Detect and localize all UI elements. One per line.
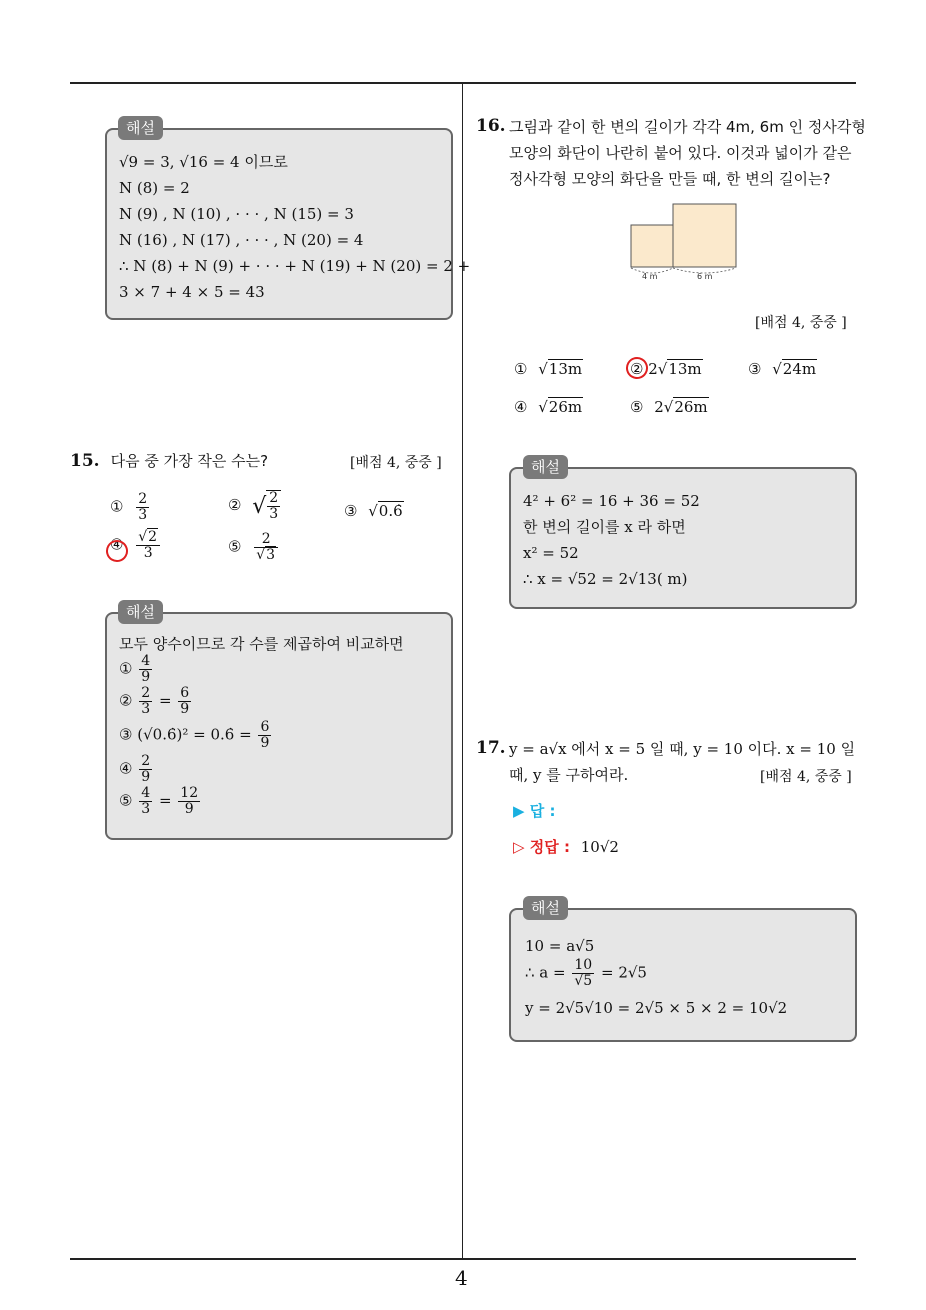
sol17-l2-post: = 2√5	[600, 963, 647, 982]
small-square-label: 4 m	[642, 272, 658, 281]
question-15-meta: [배점 4, 중중 ]	[350, 455, 442, 471]
question-17-number: 17.	[476, 738, 506, 758]
q16-option-2[interactable]: ② 2√13m	[630, 360, 702, 378]
sol15-l2-den: 3	[141, 701, 151, 717]
sol15-l5-rden: 9	[184, 801, 194, 817]
q15-o2-num: 2	[269, 490, 279, 506]
sol15-line-1	[119, 654, 154, 685]
top-rule	[70, 82, 856, 84]
q15-option-3[interactable]: ③ √0.6̇	[344, 502, 403, 520]
sol16-line-3: x² = 52	[523, 544, 579, 562]
correct-answer-row	[513, 836, 619, 857]
sol15-l2-num: 2	[141, 685, 151, 701]
sol15-l2-rnum: 6	[180, 685, 190, 701]
question-17-line-1: y = a√x 에서 x = 5 일 때, y = 10 이다. x = 10 일	[509, 740, 856, 758]
sol14-line-1: √9 = 3, √16 = 4 이므로	[119, 153, 288, 171]
sol17-line-3: y = 2√5√10 = 2√5 × 5 × 2 = 10√2	[525, 999, 788, 1017]
sol17-l2-den: √5	[574, 973, 593, 989]
sol16-line-1: 4² + 6² = 16 + 36 = 52	[523, 492, 700, 510]
sol15-intro: 모두 양수이므로 각 수를 제곱하여 비교하면	[119, 635, 404, 653]
sol16-line-4: ∴ x = √52 = 2√13( m)	[523, 570, 688, 588]
question-16-line-1: 그림과 같이 한 변의 길이가 각각 4m, 6m 인 정사각형	[509, 118, 866, 136]
sol15-l3-rden: 9	[260, 735, 270, 751]
sol15-l1-mark: ①	[119, 659, 133, 678]
sol15-line-5	[119, 786, 202, 817]
q15-o4-den: 3	[143, 545, 153, 561]
solution-box-17	[509, 908, 857, 1042]
q15-o1-num: 2	[138, 491, 148, 507]
q16-option-3-mark: ③	[748, 360, 762, 378]
q15-option-3-mark: ③	[344, 502, 358, 520]
sol14-line-2: N (8) = 2	[119, 179, 190, 197]
q16-o4-val: 26m	[548, 398, 583, 416]
sol17-line-2	[525, 958, 647, 989]
sol15-l5-num: 4	[141, 785, 151, 801]
sol14-line-3: N (9) , N (10) , · · · , N (15) = 3	[119, 205, 354, 223]
q15-o4-num: 2	[148, 529, 158, 545]
solution-box-16	[509, 467, 857, 609]
sol17-l2-num: 10	[574, 957, 593, 973]
q16-o5-coef: 2	[654, 398, 664, 416]
sol15-l4-den: 9	[141, 769, 151, 785]
sol15-line-2	[119, 686, 193, 717]
q16-o1-val: 13m	[548, 360, 583, 378]
q16-option-4-mark: ④	[514, 398, 528, 416]
sol15-l4-mark: ④	[119, 759, 133, 778]
q15-option-1[interactable]	[110, 492, 151, 523]
large-square	[673, 204, 736, 267]
solution-label-15: 해설	[118, 600, 163, 624]
q15-option-4[interactable]: ④ $\frac{√2}{3}$	[110, 530, 162, 561]
solution-label-17: 해설	[523, 896, 568, 920]
question-17-meta: [배점 4, 중중 ]	[760, 769, 852, 785]
bottom-rule	[70, 1258, 856, 1260]
solution-label-14: 해설	[118, 116, 163, 140]
q15-o5-den: 3	[266, 547, 276, 563]
sol15-l5-den: 3	[141, 801, 151, 817]
sol15-l3-expr: (√0.6̇)² = 0.6̇ =	[137, 725, 252, 744]
q15-o2-den: 3	[269, 506, 279, 522]
q15-option-2-mark: ②	[228, 496, 242, 514]
sol15-l1-den: 9	[141, 669, 151, 685]
q16-option-1-mark: ①	[514, 360, 528, 378]
question-15-number: 15.	[70, 451, 100, 471]
q15-option-2[interactable]: ② √ $\frac{2}{3}$	[228, 490, 283, 522]
sol15-l2-rden: 9	[180, 701, 190, 717]
sol14-line-5: ∴ N (8) + N (9) + · · · + N (19) + N (20) = 2 +	[119, 257, 471, 275]
sol15-l5-eq: =	[158, 791, 172, 810]
q16-o2-val: 13m	[668, 360, 702, 378]
sol15-l4-num: 2	[141, 753, 151, 769]
correct-answer-value: 10√2	[580, 838, 619, 856]
solution-box-15	[105, 612, 453, 840]
q16-o3-val: 24m	[782, 360, 817, 378]
sol15-l2-eq: =	[158, 691, 172, 710]
q16-option-1[interactable]: ① √13m	[514, 360, 583, 378]
q15-o3-val: 0.6̇	[378, 502, 403, 520]
q15-o5-num: 2	[254, 532, 278, 548]
sol15-l3-rnum: 6	[260, 719, 270, 735]
large-square-label: 6 m	[697, 272, 713, 281]
q15-o1-den: 3	[138, 507, 148, 523]
sol15-line-3	[119, 720, 273, 751]
question-17	[476, 738, 506, 758]
sol16-line-2: 한 변의 길이를 x 라 하면	[523, 518, 686, 536]
sol17-l2-pre: ∴ a =	[525, 963, 566, 982]
answer-input-label[interactable]: ▶ 답 :	[513, 802, 556, 820]
q16-option-5-mark: ⑤	[630, 398, 644, 416]
page-number: 4	[455, 1266, 468, 1290]
solution-label-16: 해설	[523, 455, 568, 479]
q15-option-1-mark: ①	[110, 497, 124, 516]
question-15-text: 다음 중 가장 작은 수는?	[110, 452, 269, 470]
q15-option-4-mark: ④	[110, 535, 124, 554]
small-square	[631, 225, 673, 267]
question-16-meta: [배점 4, 중중 ]	[755, 315, 847, 331]
sol15-l2-mark: ②	[119, 691, 133, 710]
q16-o2-coef: 2	[648, 360, 658, 378]
q15-option-5[interactable]: ⑤ $\frac{2}{√3}$	[228, 532, 280, 563]
sol15-l1-num: 4	[141, 653, 151, 669]
q16-option-5[interactable]: ⑤ 2√26m	[630, 398, 708, 416]
sol15-l3-mark: ③	[119, 725, 133, 744]
solution-box-14	[105, 128, 471, 320]
sol14-line-4: N (16) , N (17) , · · · , N (20) = 4	[119, 231, 364, 249]
question-17-line-2: 때, y 를 구하여라.	[509, 766, 629, 784]
q16-option-2-mark: ②	[630, 360, 644, 378]
sol14-line-6: 3 × 7 + 4 × 5 = 43	[119, 283, 265, 301]
sol15-line-4	[119, 754, 154, 785]
q16-o5-val: 26m	[674, 398, 708, 416]
q15-option-5-mark: ⑤	[228, 537, 242, 556]
question-16-line-2: 모양의 화단이 나란히 붙어 있다. 이것과 넓이가 같은	[509, 144, 852, 162]
garden-squares-figure	[620, 198, 750, 284]
sol15-l5-rnum: 12	[180, 785, 199, 801]
sol15-l5-mark: ⑤	[119, 791, 133, 810]
question-16-number: 16.	[476, 116, 506, 136]
question-16-line-3: 정사각형 모양의 화단을 만들 때, 한 변의 길이는?	[509, 170, 831, 188]
correct-answer-label: ▷ 정답 :	[513, 838, 570, 856]
q16-option-4[interactable]: ④ √26m	[514, 398, 583, 416]
sol17-line-1: 10 = a√5	[525, 937, 595, 955]
q16-option-3[interactable]: ③ √24m	[748, 360, 817, 378]
